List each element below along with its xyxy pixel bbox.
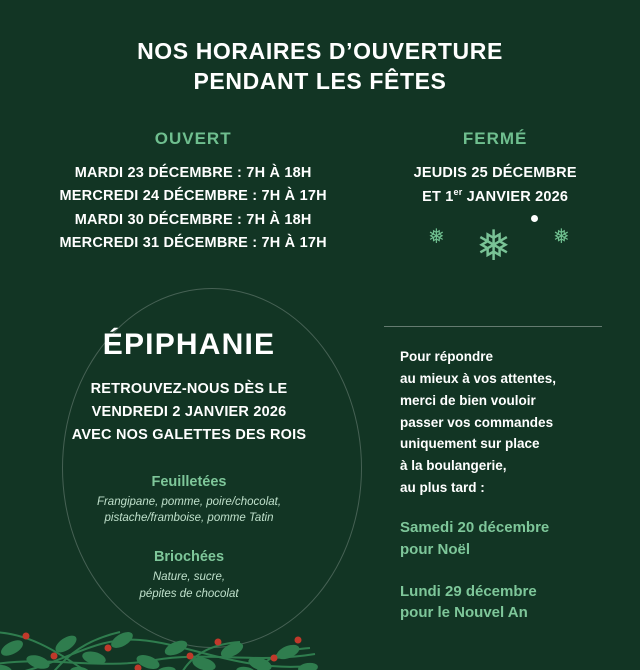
page-title (0, 36, 640, 97)
closed-days-row: JEUDIS 25 DÉCEMBRE (413, 164, 577, 181)
order-deadline-new-year (400, 581, 640, 625)
orders-paragraph-line: Pour répondre (400, 349, 494, 364)
orders-paragraph-line: merci de bien vouloir (400, 392, 536, 408)
open-column-title: OUVERT (154, 128, 232, 148)
poster-header (0, 0, 640, 97)
galette-category-briochees (40, 549, 338, 602)
orders-paragraph-line: à la boulangerie, (400, 458, 507, 474)
snowflake-large-icon: ❅ (476, 222, 512, 269)
deadline-label: pour Noël (400, 540, 470, 558)
open-hours-row: MERCREDI 24 DÉCEMBRE : 7H À 17H (59, 188, 327, 205)
epiphanie-subtitle (40, 378, 338, 448)
category-title: Feuilletées (151, 473, 227, 490)
berry-dots (23, 633, 302, 670)
open-hours-row: MERCREDI 31 DÉCEMBRE : 7H À 17H (59, 235, 327, 252)
snowflake-small-left-icon: ❅ (428, 226, 445, 248)
deadline-label: pour le Nouvel An (400, 604, 528, 622)
category-items (40, 494, 338, 527)
category-items-line1: Nature, sucre, (152, 570, 226, 583)
page-title-line1: NOS HORAIRES D’OUVERTURE (137, 38, 503, 64)
orders-paragraph-line: au mieux à vos attentes, (400, 370, 557, 386)
section-divider (384, 326, 602, 327)
snowflake-decoration-group (400, 205, 615, 300)
open-hours-row: MARDI 23 DÉCEMBRE : 7H À 18H (74, 164, 312, 181)
orders-paragraph-line: au plus tard : (400, 480, 485, 496)
open-hours-column (18, 129, 368, 256)
category-items-line1: Frangipane, pomme, poire/chocolat, (96, 495, 282, 508)
open-hours-row: MARDI 30 DÉCEMBRE : 7H À 18H (74, 211, 312, 228)
closed-days-prefix: ET 1 (422, 189, 454, 206)
category-items-line2: pépites de chocolat (139, 587, 239, 600)
category-title: Briochées (153, 548, 225, 565)
closed-days-suffix: JANVIER 2026 (462, 189, 569, 206)
orders-paragraph (400, 346, 640, 499)
deadline-date: Samedi 20 décembre (400, 519, 550, 537)
snow-dot-icon (531, 215, 538, 222)
orders-block (378, 318, 640, 624)
category-items (40, 569, 338, 602)
orders-paragraph-line: passer vos commandes (400, 414, 554, 430)
epiphanie-subtitle-line1: RETROUVEZ-NOUS DÈS LE (90, 381, 288, 397)
epiphanie-subtitle-line3: AVEC NOS GALETTES DES ROIS (71, 427, 307, 444)
category-items-line2: pistache/framboise, pomme Tatin (104, 512, 274, 525)
deadline-date: Lundi 29 décembre (400, 582, 537, 600)
orders-paragraph-line: uniquement sur place (400, 436, 540, 452)
galette-category-feuilletees (40, 474, 338, 527)
snowflake-small-right-icon: ❅ (553, 226, 570, 248)
order-deadline-christmas (400, 517, 640, 561)
page-title-line2: PENDANT LES FÊTES (193, 68, 447, 95)
ordinal-suffix: er (453, 187, 463, 198)
epiphanie-subtitle-line2: VENDREDI 2 JANVIER 2026 (91, 404, 287, 421)
closed-column-title: FERMÉ (462, 128, 528, 148)
epiphanie-block (0, 318, 378, 624)
epiphanie-title: ÉPIPHANIE (102, 328, 276, 361)
lower-section (0, 318, 640, 624)
